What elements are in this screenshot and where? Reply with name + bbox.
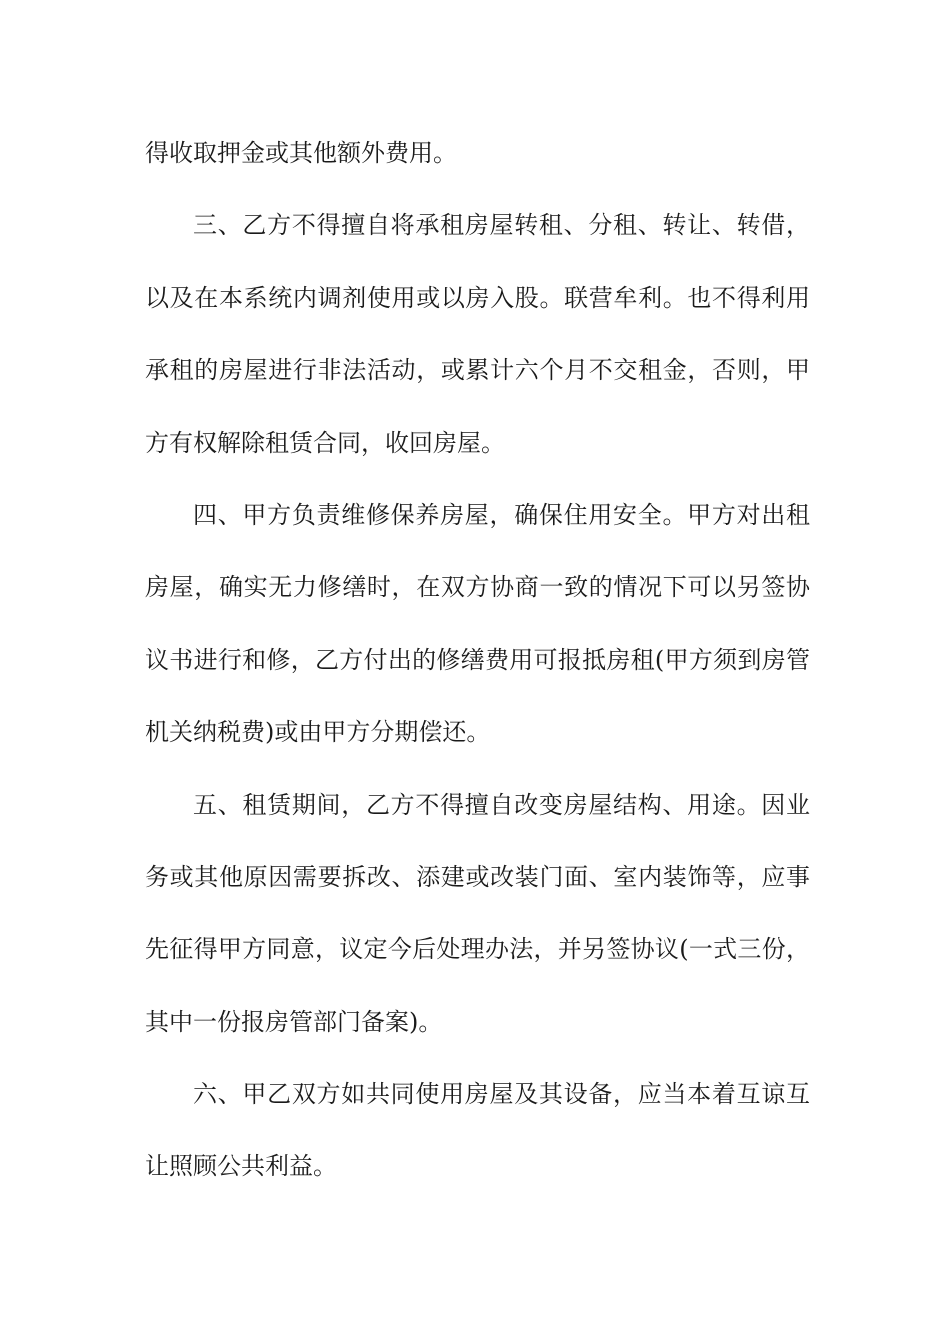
paragraph-continuation xyxy=(145,126,810,180)
text-line: 以及在本系统内调剂使用或以房入股。联营牟利。也不得利用 xyxy=(145,283,810,312)
text-line: 四、甲方负责维修保养房屋，确保住用安全。甲方对出租 xyxy=(193,500,810,529)
text-line: 议书进行和修，乙方付出的修缮费用可报抵房租(甲方须到房管 xyxy=(145,645,810,674)
text-line: 承租的房屋进行非法活动，或累计六个月不交租金，否则，甲 xyxy=(145,356,810,385)
text-line: 方有权解除租赁合同，收回房屋。 xyxy=(145,428,505,457)
text-line: 机关纳税费)或由甲方分期偿还。 xyxy=(145,718,491,747)
contract-body xyxy=(145,126,810,1193)
text-line: 五、租赁期间，乙方不得擅自改变房屋结构、用途。因业 xyxy=(193,790,810,819)
text-line: 得收取押金或其他额外费用。 xyxy=(145,139,457,167)
text-line: 先征得甲方同意，议定今后处理办法，并另签协议(一式三份， xyxy=(145,935,810,964)
text-line: 其中一份报房管部门备案)。 xyxy=(145,1007,443,1036)
paragraph-clause-3 xyxy=(145,198,810,469)
paragraph-clause-5 xyxy=(145,778,810,1049)
paragraph-clause-4 xyxy=(145,488,810,759)
paragraph-clause-6 xyxy=(145,1067,810,1193)
text-line: 三、乙方不得擅自将承租房屋转租、分租、转让、转借， xyxy=(193,211,810,240)
text-line: 房屋，确实无力修缮时，在双方协商一致的情况下可以另签协 xyxy=(145,573,810,602)
text-line: 让照顾公共利益。 xyxy=(145,1152,337,1181)
text-line: 务或其他原因需要拆改、添建或改装门面、室内装饰等，应事 xyxy=(145,862,810,891)
text-line: 六、甲乙双方如共同使用房屋及其设备，应当本着互谅互 xyxy=(193,1080,810,1109)
